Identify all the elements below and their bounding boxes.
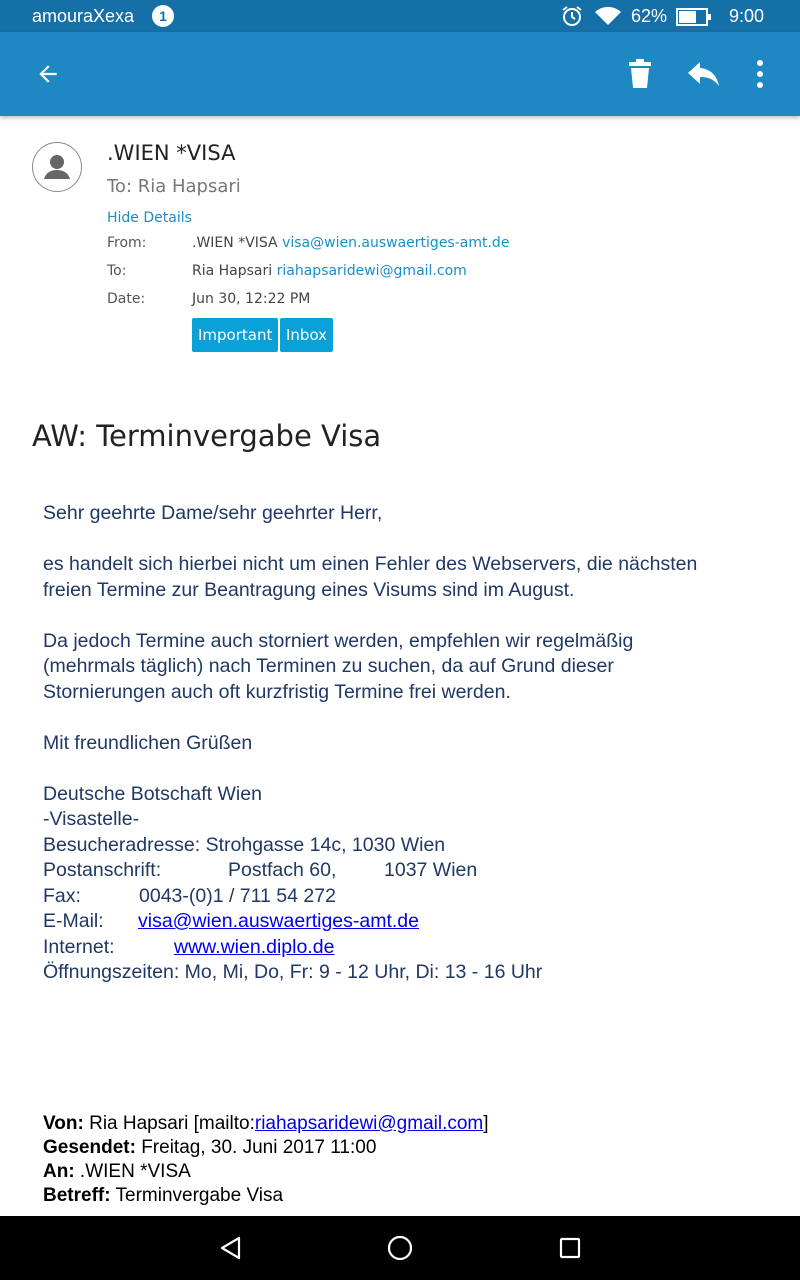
email-label: E-Mail:: [43, 910, 104, 932]
from-label: From:: [107, 235, 147, 251]
betreff-label: Betreff:: [43, 1185, 111, 1206]
internet-label: Internet:: [43, 935, 115, 958]
signature-address: Besucheradresse: Strohgasse 14c, 1030 Wien: [43, 833, 446, 856]
signature-org: Deutsche Botschaft Wien: [43, 782, 262, 805]
signature-email-link[interactable]: visa@wien.auswaertiges-amt.de: [138, 910, 419, 932]
quoted-an: [43, 1160, 773, 1184]
quoted-betreff: [43, 1184, 773, 1208]
date-value: Jun 30, 12:22 PM: [192, 291, 311, 307]
recents-square-icon[interactable]: [540, 1216, 600, 1280]
notification-badge: 1: [152, 5, 174, 27]
an-label: An:: [43, 1161, 75, 1182]
hide-details-link[interactable]: Hide Details: [107, 210, 192, 226]
alarm-icon: [560, 5, 584, 32]
email-subject: AW: Terminvergabe Visa: [32, 419, 382, 453]
fax-label: Fax:: [43, 884, 81, 907]
quoted-von: [43, 1112, 773, 1136]
betreff-text: Terminvergabe Visa: [110, 1185, 284, 1206]
signature-fax: [43, 884, 773, 910]
signature-internet: [43, 935, 773, 961]
trash-icon[interactable]: [610, 32, 670, 116]
to-name: Ria Hapsari: [192, 263, 273, 279]
status-time: 9:00: [729, 6, 765, 26]
von-label: Von:: [43, 1113, 84, 1134]
app-bar: [0, 32, 800, 116]
body-paragraph-line: Da jedoch Termine auch storniert werden, empfehlen wir regelmäßig: [43, 629, 634, 652]
von-text: Ria Hapsari [mailto:: [83, 1113, 255, 1134]
status-bar: [0, 0, 800, 32]
system-nav-bar: [0, 1216, 800, 1280]
body-paragraph-line: (mehrmals täglich) nach Terminen zu suchen, da auf Grund dieser: [43, 655, 614, 677]
postal-label: Postanschrift:: [43, 859, 162, 881]
avatar: [32, 142, 82, 192]
to-label: To:: [107, 263, 127, 279]
von-email-link[interactable]: riahapsaridewi@gmail.com: [254, 1113, 484, 1134]
from-name: .WIEN *VISA: [192, 235, 278, 251]
body-paragraph-line: freien Termine zur Beantragung eines Visums sind im August.: [43, 578, 575, 601]
email-body: [43, 501, 773, 986]
to-summary: To: Ria Hapsari: [107, 176, 241, 197]
battery-icon: [676, 8, 712, 31]
sender-name: .WIEN *VISA: [107, 141, 236, 165]
reply-icon[interactable]: [674, 32, 734, 116]
gesendet-text: Freitag, 30. Juni 2017 11:00: [135, 1137, 377, 1158]
quoted-message-header: [43, 1112, 773, 1208]
to-value: [192, 263, 467, 279]
fax-value: 0043-(0)1 / 711 54 272: [139, 884, 336, 907]
signature-email: [43, 909, 773, 935]
date-label: Date:: [107, 291, 146, 307]
body-paragraph-line: es handelt sich hierbei nicht um einen Fehler des Webservers, die nächsten: [43, 553, 698, 575]
back-arrow-icon[interactable]: [18, 32, 78, 116]
signature-hours: Öffnungszeiten: Mo, Mi, Do, Fr: 9 - 12 Uhr, Di: 13 - 16 Uhr: [43, 961, 543, 983]
tag-inbox[interactable]: Inbox: [280, 318, 333, 352]
battery-percent: 62%: [631, 6, 668, 26]
closing: Mit freundlichen Grüßen: [43, 731, 253, 754]
home-circle-icon[interactable]: [370, 1216, 430, 1280]
signature-dept: -Visastelle-: [43, 808, 140, 830]
more-vert-icon[interactable]: [730, 32, 790, 116]
greeting: Sehr geehrte Dame/sehr geehrter Herr,: [43, 502, 383, 524]
postal-box: Postfach 60,: [228, 859, 337, 881]
gesendet-label: Gesendet:: [43, 1137, 136, 1158]
tag-important[interactable]: Important: [192, 318, 278, 352]
quoted-gesendet: [43, 1136, 773, 1160]
an-text: .WIEN *VISA: [74, 1161, 191, 1182]
signature-website-link[interactable]: www.wien.diplo.de: [174, 935, 335, 958]
to-email-link[interactable]: riahapsaridewi@gmail.com: [276, 263, 467, 279]
from-value: [192, 235, 509, 251]
body-paragraph-line: Stornierungen auch oft kurzfristig Termine frei werden.: [43, 680, 511, 703]
von-close: ]: [483, 1113, 489, 1134]
from-email-link[interactable]: visa@wien.auswaertiges-amt.de: [282, 235, 510, 251]
signature-postal: [43, 858, 773, 884]
status-app-name: amouraXexa: [32, 6, 135, 26]
back-triangle-icon[interactable]: [201, 1216, 261, 1280]
wifi-icon: [594, 6, 622, 31]
postal-city: 1037 Wien: [384, 859, 478, 881]
